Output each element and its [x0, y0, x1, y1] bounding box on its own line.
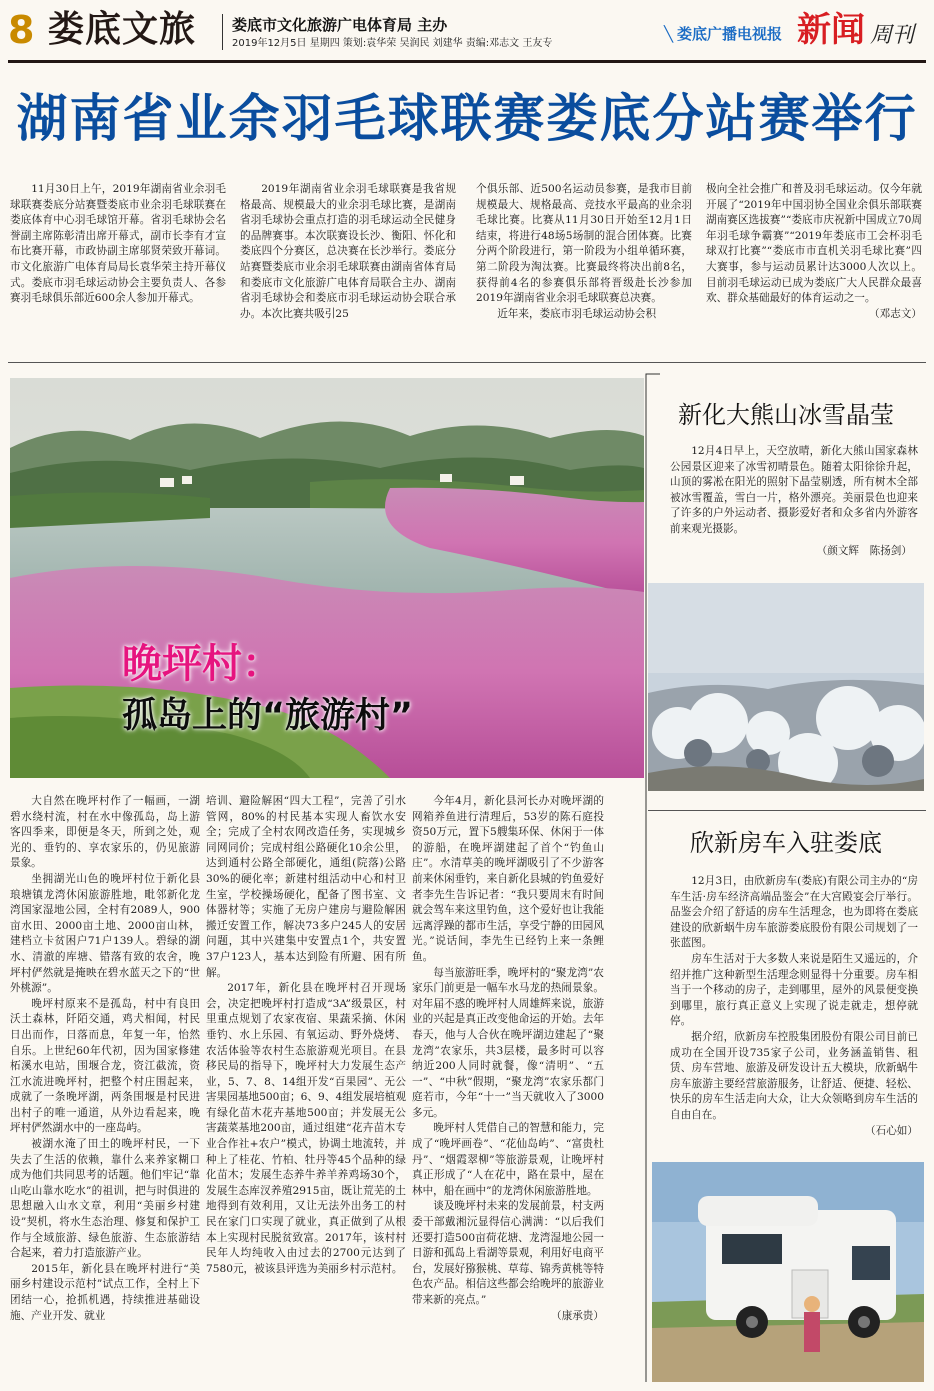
feature-paragraph: 今年4月，新化县河长办对晚坪湖的网箱养鱼进行清理后，53岁的陈石庭投资50万元，置下5艘集环保、休闲于一体的游船，在晚坪湖建起了首个“钓鱼山庄”。水清草美的晚坪湖吸引了不少游客前来休闲垂钓，来自新化县城的钓鱼爱好者李先生告诉记者：“我只要周末有时间就会驾车来这里钓鱼，这个爱好也让我能远离浮躁的都市生活，享受宁静的田园风光。”说话间，李先生已经钓上来一条鲤鱼。	[412, 795, 604, 963]
sidebar2-paragraph: 12月3日，由欣新房车(娄底)有限公司主办的“房车生活·房车经济高端品鉴会”在大宫殿宴会厅举行。品鉴会介绍了舒适的房车生活理念，也为即将在娄底建设的欣新蜗牛房车旅游娄底股份有限公司规划了一张蓝图。	[670, 875, 918, 950]
lead-column-2	[240, 182, 456, 322]
headline: 湖南省业余羽毛球联赛娄底分站赛举行	[16, 90, 918, 149]
page-number: 8	[8, 8, 35, 52]
rv-photo	[652, 1162, 924, 1382]
sidebar2-paragraph: 房车生活对于大多数人来说是陌生又遥远的，介绍并推广这种新型生活理念则显得十分重要。房车相当于一个移动的房子，走到哪里，屋外的风景便变换到哪里，旅行真正意义上实现了说走就走，想停就停。	[670, 952, 918, 1028]
sidebar2-body	[670, 874, 918, 1139]
lead-paragraph: 2019年湖南省业余羽毛球联赛是我省规格最高、规模最大的业余羽毛球比赛，是湖南省羽毛球协会重点打造的羽毛球运动全民健身的品牌赛事。本次联赛设长沙、衡阳、怀化和娄底四个分赛区，总决赛在长沙举行。娄底分站赛暨娄底市业余羽毛球联赛由湖南省体育局和娄底市文化旅游广电体育局联合主办、湖南省羽毛球协会和娄底市羽毛球运动协会联合承办。本次比赛共吸引25	[240, 183, 456, 320]
brand-news-logo: 新闻	[797, 10, 865, 50]
section-title: 娄底文旅	[48, 9, 197, 50]
feature-paragraph: 晚坪村人凭借自己的智慧和能力，完成了“晚坪画卷”、“花仙岛屿”、“富贵杜丹”、“烟霞翠柳”等旅游景观，让晚坪村真正形成了“人在花中，路在景中，屋在林中，船在画中”的龙湾休闲旅游胜地。	[412, 1122, 604, 1197]
sidebar1-byline: （颜文辉 陈扬剑）	[816, 544, 912, 557]
sidebar1-paragraph: 12月4日早上，天空放晴，新化大熊山国家森林公园景区迎来了冰雪初晴景色。随着太阳徐徐升起，山顶的雾凇在阳光的照射下晶莹剔透，所有树木全部被冰雪覆盖，雪白一片，格外漂亮。美丽景色也迎来了许多的户外运动者、摄影爱好者和众多省内外游客前来观光摄影。	[670, 445, 918, 535]
feature-column-2	[206, 794, 406, 1277]
feature-paragraph: 坐拥湖光山色的晚坪村位于新化县琅塘镇龙湾休闲旅游胜地，毗邻新化龙湾国家湿地公园，全村有2089人，900亩水田、2000亩土地、2000亩山林，建档立卡贫困户71户139人。碧绿的湖水、清澈的库塘、错落有致的农舍，晚坪村俨然就是掩映在碧水蓝天之下的“世外桃源”。	[10, 872, 200, 995]
sidebar-divider	[648, 810, 926, 811]
brand-weekly-logo: 周刊	[870, 23, 915, 48]
feature-paragraph: 培训、避险解困“四大工程”，完善了引水管网，80%的村民基本实现人畜饮水安全；完成了全村农网改造任务，实现城乡同网同价；完成村组公路硬化10余公里，达到通村公路全部硬化，通组(院落)公路30%的硬化率；新建村组活动中心和村卫生室，学校操场硬化，配备了图书室、文体器材等；实施了无房户建房与避险解困搬迁安置工作，解决73多户245人的安居问题，其中兴建集中安置点1个，共安置37户123人，基本达到险有所避、困有所解。	[206, 795, 406, 979]
feature-column-3	[412, 794, 604, 1324]
masthead-divider	[222, 14, 223, 50]
sidebar2-title: 欣新房车入驻娄底	[690, 829, 882, 857]
masthead-rule	[8, 60, 926, 63]
brand-tag	[664, 24, 782, 44]
feature-paragraph: 大自然在晚坪村作了一幅画，一湖碧水绕村流，村在水中像孤岛，岛上游客四季来，即便是冬天，所到之处，观光的、垂钓的、享农家乐的，仍见旅游景象。	[10, 795, 200, 870]
lead-paragraph: 近年来，娄底市羽毛球运动协会积	[497, 307, 657, 320]
lead-byline: （邓志文）	[869, 307, 922, 320]
lead-paragraph: 个俱乐部、近500名运动员参赛，是我市目前规模最大、规格最高、竞技水平最高的业余羽毛球比赛。比赛从11月30日开始至12月1日结束，将进行48场5场制的混合团体赛。比赛分两个阶段进行，第一阶段为小组单循环赛，第二阶段为淘汰赛。比赛最终将决出前8名，获得前4名的参赛俱乐部将晋级赴长沙参加2019年湖南省业余羽毛球联赛总决赛。	[476, 183, 692, 305]
snow-photo	[648, 583, 924, 791]
sidebar1-title: 新化大熊山冰雪晶莹	[678, 401, 894, 429]
feature-paragraph: 晚坪村原来不是孤岛，村中有良田沃土森林，阡陌交通，鸡犬相闻，村民日出而作，日落而息，年复一年，怡然自乐。上世纪60年代初，因为国家修建柘溪水电站，围堰合龙，资江截流，资江水流进晚坪村，把整个村庄围起来，成就了一条晚坪湖，两条围堰是村民进出村子的唯一通道，从外边看起来，晚坪村俨然湖水中的一座岛屿。	[10, 997, 200, 1135]
feature-byline: （康承贵）	[551, 1309, 604, 1322]
sidebar1-body	[670, 444, 918, 559]
lead-column-1	[10, 182, 226, 307]
lead-column-3	[476, 182, 692, 322]
lead-paragraph: 极向全社会推广和普及羽毛球运动。仅今年就开展了“2019年中国羽协全国业余俱乐部联赛湖南赛区选拔赛”“娄底市庆祝新中国成立70周年羽毛球争霸赛”“2019年娄底市工会杯羽毛球双打比赛”“娄底市市直机关羽毛球比赛”四大赛事，参与运动员累计达3000人次以上。目前羽毛球运动已成为娄底广大人民群众最喜欢、群众基础最好的体育运动之一。	[706, 183, 922, 305]
feature-column-1	[10, 794, 200, 1324]
section-divider	[8, 362, 926, 363]
sidebar2-paragraph: 据介绍，欣新房车控股集团股份有限公司目前已成功在全国开设735家子公司，业务涵盖销售、租赁、房车营地、旅游及研发设计五大模块，欣新蜗牛房车旅游主要经营旅游服务，让舒适、便捷、轻松、快乐的房车生活走向大众，让大众领略到房车生活的自由自在。	[670, 1030, 918, 1121]
sidebar2-byline: （石心如）	[865, 1124, 918, 1137]
feature-paragraph: 每当旅游旺季，晚坪村的“聚龙湾”农家乐门前更是一幅车水马龙的热闹景象。对年届不惑的晚坪村人周雄辉来说，旅游业的兴起是真正改变他命运的开始。去年春天，他与人合伙在晚坪湖边建起了“聚龙湾”农家乐，共3层楼，最多时可以容纳近200人同时就餐，像“清明”、“五一”、“中秋”假期，“聚龙湾”农家乐都门庭若市，今年“十一”当天就收入了3000多元。	[412, 966, 604, 1119]
feature-title-line-2: 孤岛上的“旅游村”	[122, 696, 414, 736]
lead-column-4	[706, 182, 922, 322]
slash-icon: ╲	[664, 25, 674, 43]
brand-tag-text: 娄底广播电视报	[677, 25, 783, 43]
feature-paragraph: 2017年，新化县在晚坪村召开现场会，决定把晚坪村打造成“3A”级景区，村里重点规划了农家夜宿、果蔬采摘、休闲垂钓、水上乐园、有氧运动、野外烧烤、农活体验等农村生态旅游观光项目。在县移民局的指导下，晚坪村大力发展生态产业，5、7、8、14组开发“百果园”、无公害果园基地500亩；6、9、4组发展培植观有绿化苗木花卉基地500亩；并发展无公害蔬菜基地200亩，通过组建“花卉苗木专业合作社+农户”模式，协调土地流转，并种上了桂花、竹柏、牡丹等45个品种的绿化苗木；发展生态养牛养羊养鸡场30个，发展生态库汊养殖2915亩，既让荒芜的土地得到有效利用，又让无法外出务工的村民在家门口实现了就业，真正做到了从根本上实现村民脱贫致富。2017年，该村村民年人均纯收入由过去的2700元达到了7580元，被该县评选为美丽乡村示范村。	[206, 982, 406, 1275]
sponsor-line: 娄底市文化旅游广电体育局 主办	[232, 16, 448, 34]
dateline: 2019年12月5日 星期四 策划:袁华荣 吴润民 刘建华 责编:邓志文 王友专	[232, 38, 553, 49]
feature-paragraph: 谈及晚坪村未来的发展前景，村支两委干部戴湘沅显得信心满满：“以后我们还要打造500亩荷花塘、龙湾湿地公园一日游和孤岛上看湖等景观，利用好电商平台，发展好猕猴桃、草莓、锦秀黄桃等特色农产品。相信这些都会给晚坪的旅游业带来新的亮点。”	[412, 1200, 604, 1306]
lead-paragraph: 11月30日上午，2019年湖南省业余羽毛球联赛娄底分站赛暨娄底市业余羽毛球联赛在娄底体育中心羽毛球馆开幕。省羽毛球协会名誉副主席陈彰清出席开幕式，副市长李有才宣布比赛开幕，市政协副主席邬贤荣致开幕词。市文化旅游广电体育局局长袁华荣主持开幕仪式。娄底市羽毛球运动协会主要负责人、各参赛羽毛球俱乐部近600余人参加开幕式。	[10, 183, 226, 305]
feature-title-line-1: 晚坪村：	[122, 641, 282, 687]
feature-paragraph: 被湖水淹了田土的晚坪村民，一下失去了生活的依赖，靠什么来养家糊口成为他们共同思考的话题。他们牢记“靠山吃山靠水吃水”的祖训，把与时俱进的思想融入山水文章，利用“美丽乡村建设”契机，将水生态治理、修复和保护工作与全域旅游、绿色旅游、生态旅游结合起来，着力打造旅游产业。	[10, 1138, 200, 1260]
feature-paragraph: 2015年，新化县在晚坪村进行“美丽乡村建设示范村”试点工作，全村上下团结一心，抢抓机遇，持续推进基础设施、产业开发、就业	[10, 1262, 200, 1322]
